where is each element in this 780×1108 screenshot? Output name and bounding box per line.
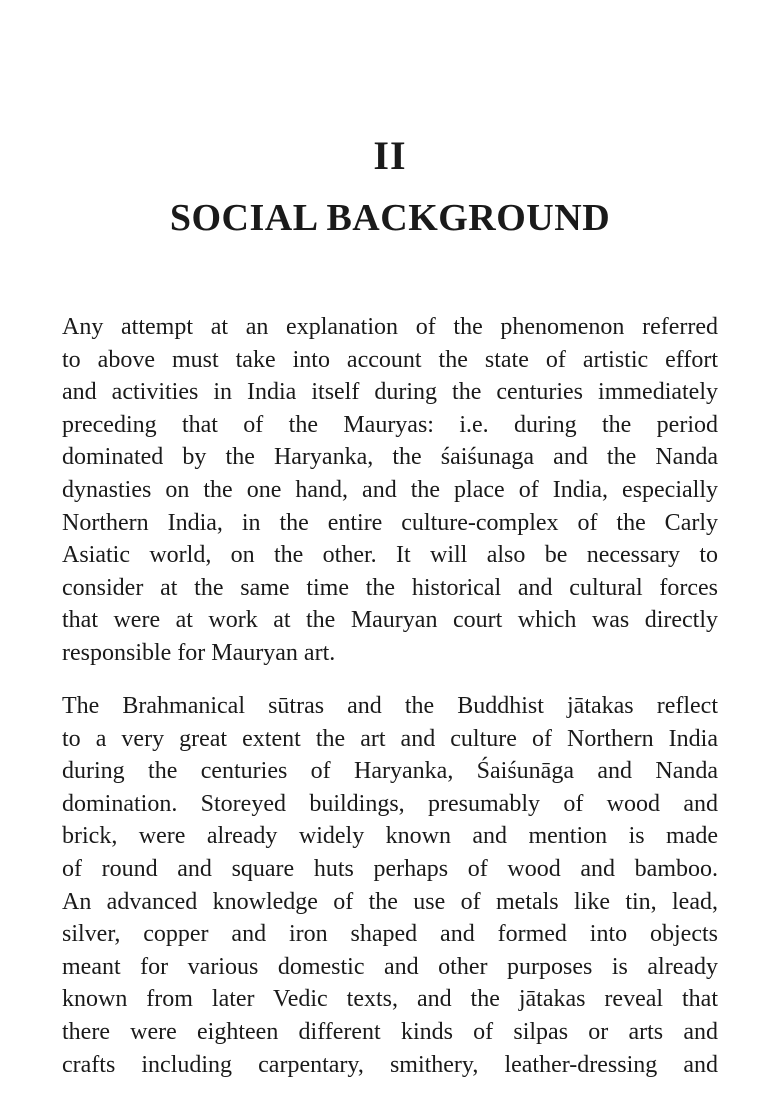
text-line: crafts including carpentary, smithery, leather-dressing and xyxy=(62,1051,718,1078)
text-line: Any attempt at an explanation of the phenomenon referred xyxy=(62,314,718,340)
text-line: dominated by the Haryanka, the śaiśunaga and the Nanda xyxy=(62,444,718,471)
text-line: to a very great extent the art and culture of Northern India xyxy=(62,725,718,752)
text-line: responsible for Mauryan art. xyxy=(62,639,336,666)
paragraph-2 xyxy=(62,690,718,1081)
text-line: that were at work at the Mauryan court which was directly xyxy=(62,607,718,634)
text-line: known from later Vedic texts, and the jātakas reveal that xyxy=(62,986,718,1013)
text-line: to above must take into account the state of artistic effort xyxy=(62,346,718,373)
text-line: dynasties on the one hand, and the place of India, especially xyxy=(62,476,718,503)
text-line: brick, were already widely known and mention is made xyxy=(62,823,718,850)
text-line: and activities in India itself during the centuries immediately xyxy=(62,379,718,406)
chapter-number: II xyxy=(373,133,407,178)
text-line: domination. Storeyed buildings, presumably of wood and xyxy=(62,790,718,817)
text-line: Northern India, in the entire culture-complex of the Carly xyxy=(62,509,718,536)
text-line: An advanced knowledge of the use of metals like tin, lead, xyxy=(62,888,718,915)
text-line: consider at the same time the historical and cultural forces xyxy=(62,574,718,601)
paragraph-1 xyxy=(62,311,718,670)
text-line: of round and square huts perhaps of wood and bamboo. xyxy=(62,855,718,882)
text-line: silver, copper and iron shaped and formed into objects xyxy=(62,921,718,948)
text-line: Asiatic world, on the other. It will also be necessary to xyxy=(62,542,718,569)
chapter-title: SOCIAL BACKGROUND xyxy=(169,197,611,239)
text-line: there were eighteen different kinds of silpas or arts and xyxy=(62,1018,718,1045)
text-line: during the centuries of Haryanka, Śaiśunāga and Nanda xyxy=(62,758,718,785)
text-line: preceding that of the Mauryas: i.e. during the period xyxy=(62,411,718,438)
text-line: The Brahmanical sūtras and the Buddhist jātakas reflect xyxy=(62,693,718,719)
text-line: meant for various domestic and other purposes is already xyxy=(62,953,718,980)
